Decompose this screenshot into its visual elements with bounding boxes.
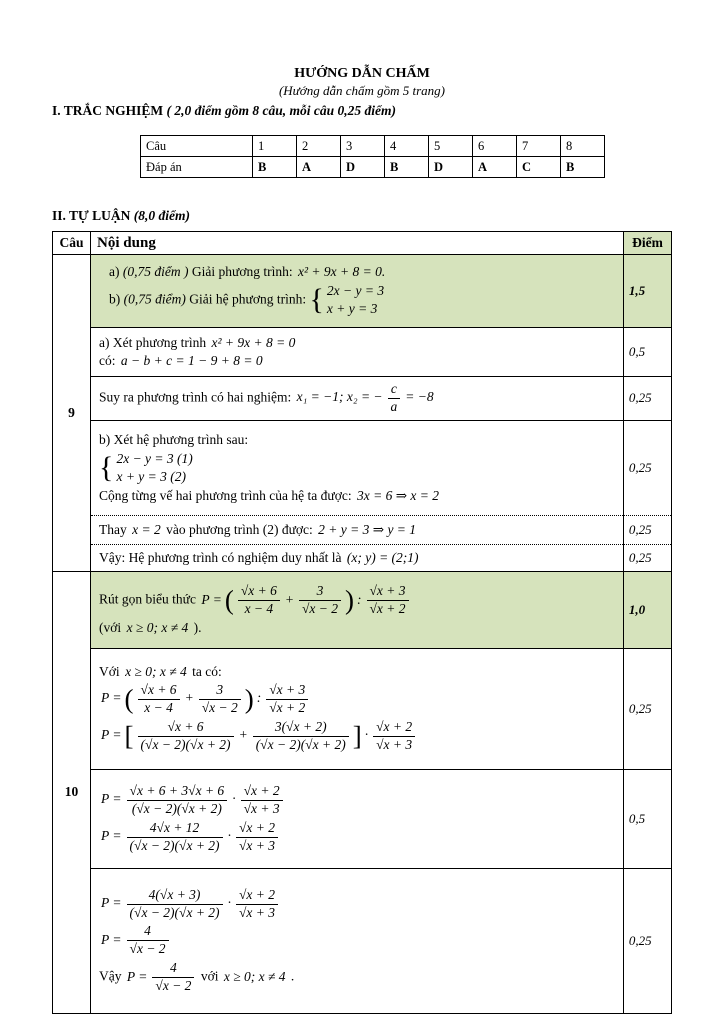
- fraction: $\frac{√x + 2}{√x + 3}$: [373, 719, 415, 754]
- big-delimiter: ): [244, 683, 254, 714]
- q10-step-row: [53, 648, 672, 769]
- score-cell: 0,5: [623, 769, 671, 868]
- mc-question-cell: 1: [253, 136, 297, 157]
- q9-step-row: [53, 420, 672, 515]
- header-diem: Điểm: [623, 232, 671, 255]
- system-of-equations: { 2x − y = 3 (1) x + y = 3 (2): [99, 450, 193, 484]
- math-text: P =: [101, 931, 122, 947]
- math-text: +: [284, 591, 294, 607]
- fraction: $\frac{√x + 2}{√x + 3}$: [236, 820, 278, 855]
- math-text: = −8: [405, 389, 434, 405]
- math-text: 2 + y = 3 ⇒ y = 1: [318, 521, 417, 537]
- q9-step-row: [53, 328, 672, 377]
- mc-question-cell: 8: [561, 136, 605, 157]
- math-text: ·: [364, 727, 369, 743]
- fraction: $\frac{4}{√x - 2}$: [127, 923, 169, 958]
- mc-answer-cell: B: [253, 157, 297, 178]
- text: Với: [99, 664, 124, 679]
- score-cell: 0,25: [623, 544, 671, 571]
- mc-answer-cell: C: [517, 157, 561, 178]
- math-text: P =: [126, 968, 148, 984]
- text: .: [287, 968, 295, 984]
- score-cell: 0,25: [623, 515, 671, 544]
- fraction: $\frac{3(√x + 2)}{(√x - 2)(√x + 2)}$: [253, 719, 349, 754]
- text: Suy ra phương trình có hai nghiệm:: [99, 389, 295, 405]
- math-line: [99, 664, 615, 680]
- fraction: $\frac{√x + 6}{(√x - 2)(√x + 2)}$: [138, 719, 234, 754]
- text: có:: [99, 353, 119, 368]
- section1-heading: [52, 103, 672, 119]
- math-text: +: [238, 727, 248, 743]
- fraction: $\frac{√x + 6 + 3√x + 6}{(√x - 2)(√x + 2)}$: [127, 783, 228, 818]
- math-text: P =: [101, 895, 122, 911]
- doc-title: HƯỚNG DẪN CHẤM: [294, 66, 430, 81]
- mc-answer-cell: D: [341, 157, 385, 178]
- text: vào phương trình (2) được:: [162, 521, 317, 537]
- fraction: $\frac{√x + 2}{√x + 3}$: [236, 887, 278, 922]
- math-text: 3x = 6 ⇒ x = 2: [356, 487, 439, 503]
- mc-answer-cell: B: [561, 157, 605, 178]
- header-cau: Câu: [53, 232, 91, 255]
- math-text: :: [357, 591, 362, 607]
- q9-conclusion: [91, 544, 624, 571]
- q10-number: 10: [53, 571, 91, 1013]
- mc-row-label: Đáp án: [141, 157, 253, 178]
- text: Vậy: [99, 968, 125, 984]
- score-cell: 0,25: [623, 648, 671, 769]
- fraction: $\frac{4(√x + 3)}{(√x - 2)(√x + 2)}$: [127, 887, 223, 922]
- mc-question-cell: 2: [297, 136, 341, 157]
- math-line: [99, 522, 615, 538]
- q9-statement-row: [53, 255, 672, 328]
- math-text: x = 2: [132, 521, 161, 537]
- math-line: [99, 488, 615, 504]
- mc-answer-row: [141, 157, 605, 178]
- big-delimiter: ]: [352, 720, 362, 751]
- math-line: [99, 550, 615, 566]
- math-line: [99, 335, 615, 351]
- q10-conclusion: [91, 868, 624, 1013]
- math-text: :: [256, 690, 262, 706]
- text: b): [109, 291, 124, 307]
- math-line: [99, 719, 615, 754]
- fraction: $\frac{c}{a}$: [388, 381, 401, 416]
- math-text: +: [184, 690, 194, 706]
- section2-heading-note: (8,0 điểm): [133, 208, 191, 223]
- math-text: ·: [227, 828, 231, 844]
- score-cell: 1,5: [623, 255, 671, 328]
- q10-statement: [91, 571, 624, 648]
- section2-heading-main: II. TỰ LUẬN: [52, 208, 134, 223]
- math-text: a − b + c = 1 − 9 + 8 = 0: [120, 353, 263, 368]
- mc-question-row: [141, 136, 605, 157]
- math-text: x² + 9x + 8 = 0: [211, 335, 296, 350]
- score-cell: 0,25: [623, 420, 671, 515]
- mc-answer-cell: A: [473, 157, 517, 178]
- text: Vậy: Hệ phương trình có nghiệm duy nhất là: [99, 549, 345, 565]
- text: a): [109, 263, 123, 279]
- essay-table: [52, 231, 672, 1014]
- math-line: [99, 783, 615, 818]
- math-line: [99, 887, 615, 922]
- math-text: P =: [101, 791, 122, 807]
- q9-step-row: [53, 515, 672, 544]
- fraction: $\frac{4√x + 12}{(√x - 2)(√x + 2)}$: [127, 820, 223, 855]
- math-line: [99, 960, 615, 995]
- big-delimiter: ): [345, 585, 355, 616]
- text: a) Xét phương trình: [99, 335, 210, 350]
- q9-step-row: [53, 377, 672, 421]
- math-line: [99, 432, 615, 448]
- math-line: [99, 264, 615, 280]
- q9-step-row: [53, 544, 672, 571]
- math-line: [99, 620, 615, 636]
- math-text: x ≥ 0; x ≠ 4: [223, 968, 286, 984]
- header-noidung: Nội dung: [91, 232, 624, 255]
- mc-answer-cell: A: [297, 157, 341, 178]
- mc-question-cell: 7: [517, 136, 561, 157]
- big-delimiter: [: [124, 720, 134, 751]
- math-text: x ≥ 0; x ≠ 4: [125, 664, 187, 679]
- fraction: $\frac{3}{√x - 2}$: [299, 583, 341, 618]
- math-line: [99, 583, 615, 618]
- math-text: P =: [101, 690, 122, 706]
- text: ta có:: [188, 664, 222, 679]
- text: Giải hệ phương trình:: [185, 291, 310, 307]
- section1-heading-main: I. TRẮC NGHIỆM: [52, 103, 164, 118]
- math-line: [99, 682, 615, 717]
- fraction: $\frac{√x + 6}{x - 4}$: [238, 583, 280, 618]
- q9-step-a2: [91, 377, 624, 421]
- q10-step-row: [53, 769, 672, 868]
- math-line: [99, 353, 615, 369]
- text: (0,75 điểm ): [122, 263, 192, 279]
- fraction: $\frac{3}{√x - 2}$: [199, 682, 241, 717]
- math-text: x² + 9x + 8 = 0.: [297, 263, 386, 279]
- system-of-equations: { 2x − y = 3 x + y = 3: [309, 282, 385, 316]
- q9-step-b2: [91, 515, 624, 544]
- math-text: P =: [101, 828, 122, 844]
- mc-question-cell: 6: [473, 136, 517, 157]
- math-line: [99, 923, 615, 958]
- mc-question-cell: 3: [341, 136, 385, 157]
- big-delimiter: (: [224, 585, 234, 616]
- text: với: [197, 968, 222, 984]
- text: Giải phương trình:: [191, 263, 296, 279]
- q10-step-1: [91, 648, 624, 769]
- score-cell: 0,25: [623, 868, 671, 1013]
- section1-heading-note: ( 2,0 điểm gồm 8 câu, mỗi câu 0,25 điểm): [163, 103, 396, 118]
- text: (0,75 điểm): [123, 291, 186, 307]
- q10-statement-row: [53, 571, 672, 648]
- q9-step-b1: [91, 420, 624, 515]
- math-text: ·: [227, 895, 231, 911]
- text: ).: [190, 620, 202, 636]
- text: (với: [99, 620, 125, 636]
- fraction: $\frac{√x + 2}{√x + 3}$: [241, 783, 283, 818]
- q10-step-2: [91, 769, 624, 868]
- mc-row-label: Câu: [141, 136, 253, 157]
- q10-step-row: [53, 868, 672, 1013]
- math-line: [99, 450, 615, 486]
- q9-step-a1: [91, 328, 624, 377]
- mc-question-cell: 4: [385, 136, 429, 157]
- q9-statement: [91, 255, 624, 328]
- essay-header-row: [53, 232, 672, 255]
- math-text: x₁ = −1; x₂ = −: [296, 389, 383, 405]
- math-text: (x; y) = (2;1): [346, 549, 419, 565]
- text: Cộng từng vế hai phương trình của hệ ta được:: [99, 487, 355, 503]
- big-delimiter: (: [124, 683, 134, 714]
- fraction: $\frac{√x + 3}{√x + 2}$: [266, 682, 308, 717]
- math-line: [99, 381, 615, 416]
- math-line: [99, 820, 615, 855]
- mc-answer-cell: D: [429, 157, 473, 178]
- text: Rút gọn biểu thức: [99, 591, 200, 607]
- mc-answer-cell: B: [385, 157, 429, 178]
- fraction: $\frac{√x + 6}{x - 4}$: [138, 682, 180, 717]
- score-cell: 1,0: [623, 571, 671, 648]
- math-text: P =: [201, 591, 222, 607]
- math-text: ·: [232, 791, 236, 807]
- fraction: $\frac{√x + 3}{√x + 2}$: [367, 583, 409, 618]
- multiple-choice-table: [140, 135, 605, 178]
- score-cell: 0,5: [623, 328, 671, 377]
- math-text: P =: [101, 727, 122, 743]
- text: b) Xét hệ phương trình sau:: [99, 431, 249, 447]
- math-text: x ≥ 0; x ≠ 4: [126, 620, 189, 636]
- fraction: $\frac{4}{√x - 2}$: [152, 960, 194, 995]
- doc-subtitle: (Hướng dẫn chấm gồm 5 trang): [278, 83, 446, 98]
- text: Thay: [99, 521, 131, 537]
- section2-heading: [52, 208, 672, 224]
- score-cell: 0,25: [623, 377, 671, 421]
- mc-question-cell: 5: [429, 136, 473, 157]
- math-line: [99, 282, 615, 318]
- q9-number: 9: [53, 255, 91, 572]
